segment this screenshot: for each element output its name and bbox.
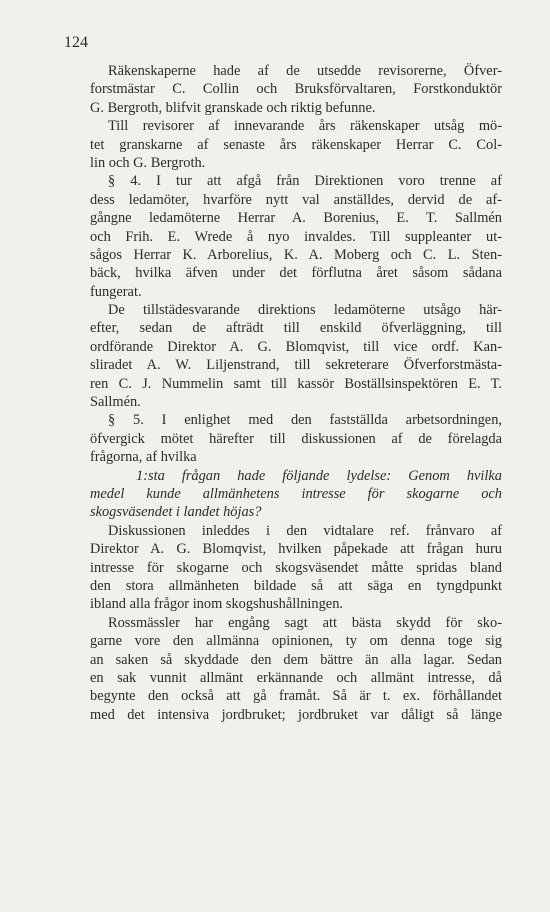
text-line: begynte den också att gå framåt. Så är t. ex. förhållandet bbox=[90, 688, 502, 705]
text-line: Sallmén. bbox=[90, 394, 141, 411]
text-line: forstmästar C. Collin och Bruksförvaltaren, Forstkonduktör bbox=[90, 81, 502, 98]
text-line: öfvergick mötet härefter till diskussionen af de förelagda bbox=[90, 430, 502, 447]
text-line: den stora allmänheten bildade så att säga en tyngdpunkt bbox=[90, 577, 502, 594]
text-line: § 5. I enlighet med den fastställda arbetsordningen, bbox=[108, 412, 502, 429]
text-line: sliradet A. W. Liljenstrand, till sekreterare Öfverforstmästa- bbox=[90, 357, 502, 374]
text-line: Räkenskaperne hade af de utsedde revisorerne, Öfver- bbox=[108, 63, 502, 79]
text-line: Direktor A. G. Blomqvist, hvilken påpekade att frågan huru bbox=[90, 541, 502, 558]
text-line: an saken så skyddade den dem bättre än alla lagar. Sedan bbox=[90, 651, 502, 668]
text-line: efter, sedan de afträdt till enskild öfverläggning, till bbox=[90, 320, 502, 337]
body-text bbox=[90, 62, 502, 724]
text-line: ibland alla frågor inom skogshushållningen. bbox=[90, 596, 343, 613]
text-line: lin och G. Bergroth. bbox=[90, 154, 206, 171]
text-line: dess ledamöter, hvarföre nytt val anställdes, dervid de af- bbox=[90, 191, 502, 208]
text-line: ordförande Direktor A. G. Blomqvist, till vice ordf. Kan- bbox=[90, 338, 502, 355]
text-line: garne vore den allmänna opinionen, ty om denna toge sig bbox=[90, 633, 502, 650]
text-line: en sak vunnit allmänt erkännande och allmänt intresse, då bbox=[90, 669, 502, 686]
text-line: ren C. J. Nummelin samt till kassör Boställsinspektören E. T. bbox=[90, 375, 502, 392]
text-line: intresse för skogarne och skogsväsendet måtte spridas bland bbox=[90, 559, 502, 576]
text-line: bäck, hvilka äfven under det förflutna året såsom sådana bbox=[90, 265, 502, 282]
text-line: fungerat. bbox=[90, 283, 142, 300]
text-line: G. Bergroth, blifvit granskade och riktig befunne. bbox=[90, 99, 376, 116]
page-number: 124 bbox=[64, 34, 88, 51]
text-line: med det intensiva jordbruket; jordbruket var dåligt så länge bbox=[90, 706, 502, 723]
text-line: Rossmässler har engång sagt att bästa skydd för sko- bbox=[108, 614, 502, 631]
text-line: skogsväsendet i landet höjas? bbox=[90, 504, 262, 521]
text-line: sågos Herrar K. Arborelius, K. A. Moberg och C. L. Sten- bbox=[90, 246, 502, 263]
text-line: tet granskarne af senaste års räkenskaper Herrar C. Col- bbox=[90, 136, 502, 153]
text-line: De tillstädesvarande direktions ledamöterne utsågo här- bbox=[108, 302, 502, 319]
text-line: Diskussionen inleddes i den vidtalare ref. frånvaro af bbox=[108, 522, 502, 539]
text-line: 1:sta frågan hade följande lydelse: Genom hvilka bbox=[136, 467, 502, 484]
text-line: Till revisorer af innevarande års räkenskaper utsåg mö- bbox=[108, 118, 502, 135]
text-line: och Frih. E. Wrede å nyo invaldes. Till suppleanter ut- bbox=[90, 228, 502, 245]
text-line: medel kunde allmänhetens intresse för skogarne och bbox=[90, 485, 502, 502]
text-line: frågorna, af hvilka bbox=[90, 449, 197, 466]
text-line: § 4. I tur att afgå från Direktionen voro trenne af bbox=[108, 173, 502, 190]
text-line: gångne ledamöterne Herrar A. Borenius, E. T. Sallmén bbox=[90, 210, 502, 227]
